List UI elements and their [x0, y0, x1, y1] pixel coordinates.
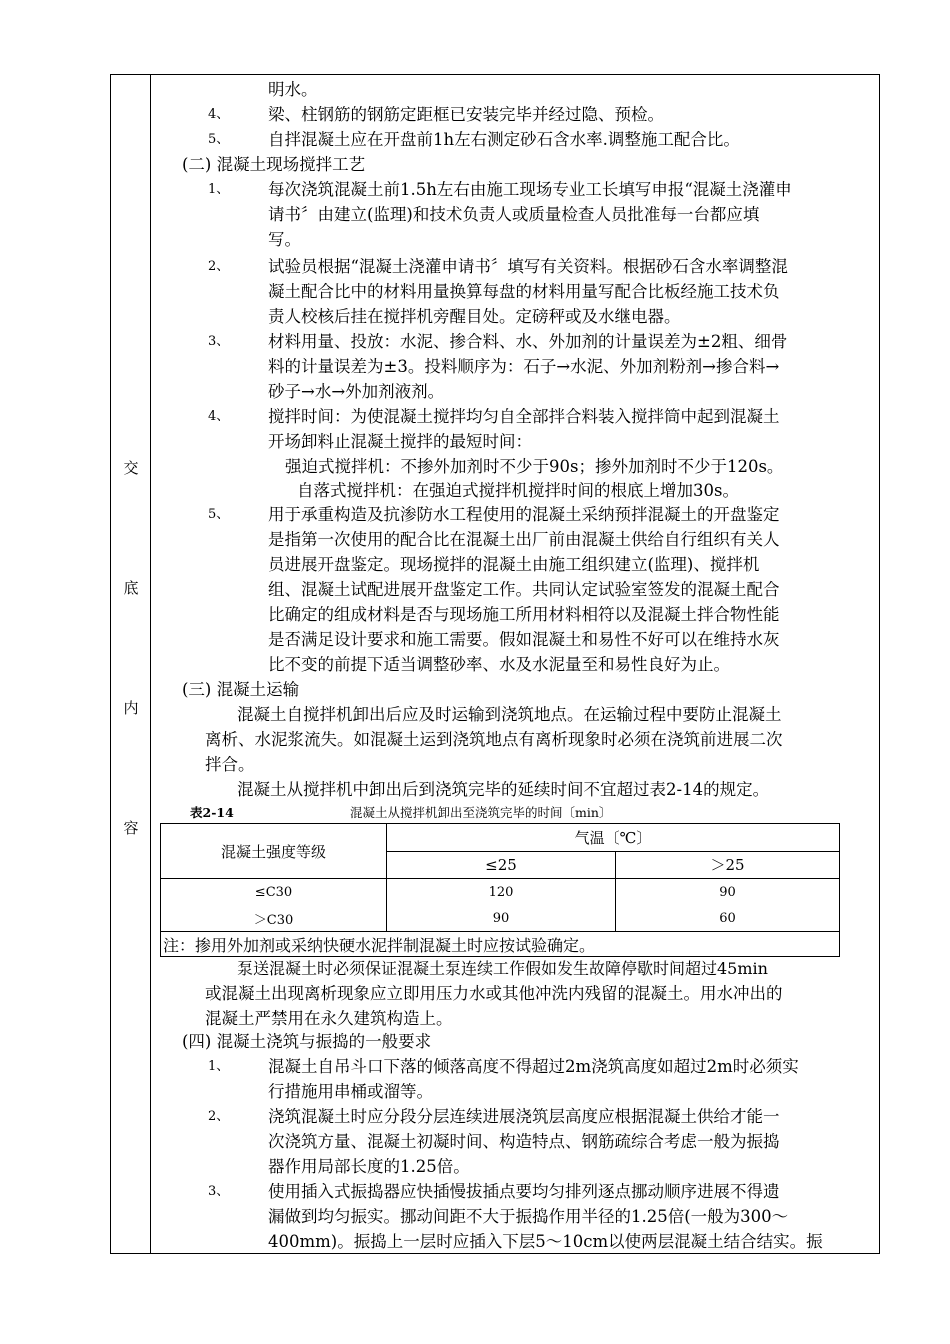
text-line: 比不变的前提下适当调整砂率、水及水泥量至和易性良好为止。 [268, 655, 730, 674]
side-char-2: 底 [123, 579, 139, 597]
text-line: 员进展开盘鉴定。现场搅拌的混凝土由施工组织建立(监理)、搅拌机 [268, 555, 760, 574]
text-line: 混凝土自搅拌机卸出后应及时运输到浇筑地点。在运输过程中要防止混凝土 [237, 705, 782, 724]
text-line: 比确定的组成材料是否与现场施工所用材料相符以及混凝土拌合物性能 [268, 605, 780, 624]
item-number: 1、 [208, 1059, 230, 1074]
header-le25: ≤25 [387, 851, 616, 879]
text-line: 搅拌时间：为使混凝土搅拌均匀自全部拌合料装入搅拌筒中起到混凝土 [268, 407, 780, 426]
text-line: 次浇筑方量、混凝土初凝时间、构造特点、钢筋疏综合考虑一般为振捣 [268, 1132, 780, 1151]
text-line: 写。 [268, 230, 301, 249]
table-title: 混凝土从搅拌机卸出至浇筑完毕的时间〔min〕 [350, 805, 612, 820]
text-line: 请书〞由建立(监理)和技术负责人或质量检查人员批准每一台都应填 [268, 205, 760, 224]
text-line: 浇筑混凝土时应分段分层连续进展浇筑层高度应根据混凝土供给才能一 [268, 1107, 780, 1126]
text-line: 责人校核后挂在搅拌机旁醒目处。定磅秤或及水继电器。 [268, 307, 681, 326]
item-number: 4、 [208, 107, 230, 122]
text-line: 是指第一次使用的配合比在混凝土出厂前由混凝土供给自行组织有关人 [268, 530, 780, 549]
text-line: 400mm)。振捣上一层时应插入下层5～10cm以使两层混凝土结合结实。振 [268, 1232, 823, 1251]
text-line: 凝土配合比中的材料用量换算每盘的材料用量写配合比板经施工技术负 [268, 282, 780, 301]
item-number: 2、 [208, 259, 230, 274]
section-heading: (二) 混凝土现场搅拌工艺 [182, 155, 366, 174]
side-char-1: 交 [123, 459, 139, 477]
item-number: 3、 [208, 1184, 230, 1199]
cell-grade: ≤C30 [161, 879, 387, 906]
text-line: 泵送混凝土时必须保证混凝土泵连续工作假如发生故障停歇时间超过45min [237, 959, 768, 978]
side-char-4: 容 [123, 819, 139, 837]
text-line: 或混凝土出现离析现象应立即用压力水或其他冲洗内残留的混凝土。用水冲出的 [205, 984, 783, 1003]
text-line: 混凝土自吊斗口下落的倾落高度不得超过2m浇筑高度如超过2m时必须实 [268, 1057, 799, 1076]
text-line: 拌合。 [205, 755, 255, 774]
text-line: 自落式搅拌机：在强迫式搅拌机搅拌时间的根底上增加30s。 [297, 481, 739, 500]
text-line: 开场卸料止混凝土搅拌的最短时间： [268, 432, 532, 451]
table-number: 表2-14 [190, 805, 234, 820]
side-char-3: 内 [123, 699, 139, 717]
section-heading: (四) 混凝土浇筑与振捣的一般要求 [182, 1032, 432, 1051]
item-number: 1、 [208, 182, 230, 197]
text-line: 梁、柱钢筋的钢筋定距框已安装完毕并经过隐、预检。 [268, 105, 664, 124]
text-line: 用于承重构造及抗渗防水工程使用的混凝土采纳预拌混凝土的开盘鉴定 [268, 505, 780, 524]
text-line: 是否满足设计要求和施工需要。假如混凝土和易性不好可以在维持水灰 [268, 630, 780, 649]
table-header-row [161, 824, 840, 852]
item-number: 5、 [208, 132, 230, 147]
text-line: 组、混凝土试配进展开盘鉴定工作。共同认定试验室签发的混凝土配合 [268, 580, 780, 599]
text-line: 砂子→水→外加剂液剂。 [268, 382, 445, 401]
text-line: 自拌混凝土应在开盘前1h左右测定砂石含水率.调整施工配合比。 [268, 130, 740, 149]
cell-value: 90 [616, 879, 840, 906]
cell-value: 120 [387, 879, 616, 906]
header-gt25: ＞25 [616, 851, 840, 879]
item-number: 4、 [208, 409, 230, 424]
header-grade: 混凝土强度等级 [161, 824, 387, 879]
table-note: 注：掺用外加剂或采纳快硬水泥拌制混凝土时应按试验确定。 [161, 932, 840, 957]
text-line: 材料用量、投放：水泥、掺合料、水、外加剂的计量误差为±2粗、细骨 [268, 332, 788, 351]
table-note-row [161, 932, 840, 957]
text-line: 使用插入式振捣器应快插慢拔插点要均匀排列逐点挪动顺序进展不得遗 [268, 1182, 780, 1201]
cell-value: 90 [387, 905, 616, 932]
table-row [161, 905, 840, 932]
text-line: 离析、水泥浆流失。如混凝土运到浇筑地点有离析现象时必须在浇筑前进展二次 [205, 730, 783, 749]
text-line: 漏做到均匀振实。挪动间距不大于振捣作用半径的1.25倍(一般为300～ [268, 1207, 789, 1226]
text-line: 行措施用串桶或溜等。 [268, 1082, 433, 1101]
section-heading: (三) 混凝土运输 [182, 680, 300, 699]
table-row [161, 879, 840, 906]
text-line: 每次浇筑混凝土前1.5h左右由施工现场专业工长填写申报“混凝土浇灌申 [268, 180, 792, 199]
timing-table [160, 823, 840, 957]
cell-value: 60 [616, 905, 840, 932]
side-label-column [111, 75, 151, 1253]
text-line: 试验员根据“混凝土浇灌申请书〞填写有关资料。根据砂石含水率调整混 [268, 257, 788, 276]
text-line: 强迫式搅拌机：不掺外加剂时不少于90s；掺外加剂时不少于120s。 [285, 457, 784, 476]
item-number: 5、 [208, 507, 230, 522]
text-line: 混凝土从搅拌机中卸出后到浇筑完毕的延续时间不宜超过表2-14的规定。 [237, 780, 770, 799]
item-number: 2、 [208, 1109, 230, 1124]
header-temperature: 气温〔℃〕 [387, 824, 840, 852]
cell-grade: ＞C30 [161, 905, 387, 932]
text-line: 料的计量误差为±3。投料顺序为：石子→水泥、外加剂粉剂→掺合料→ [268, 357, 780, 376]
text-line: 混凝土严禁用在永久建筑构造上。 [205, 1009, 453, 1028]
item-number: 3、 [208, 334, 230, 349]
text-line: 明水。 [268, 80, 318, 99]
text-line: 器作用局部长度的1.25倍。 [268, 1157, 470, 1176]
